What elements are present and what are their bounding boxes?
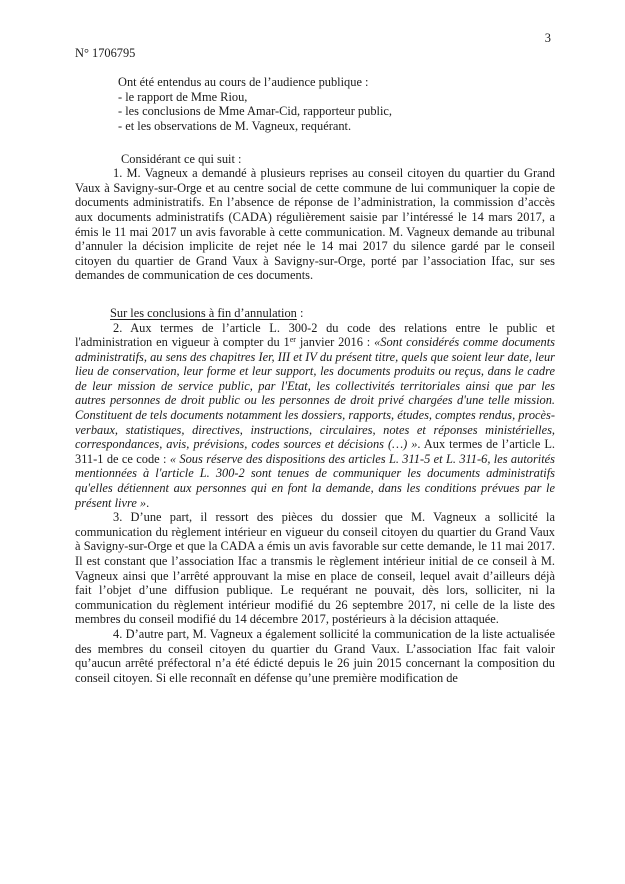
paragraph-2-lead: 2. Aux termes de l’article L. 300-2 du code des relations entre le public et l'administration en vigueur à compter du 1 [75,320,555,350]
considering-line: Considérant ce qui suit : [121,151,242,166]
paragraph-2-end: . [146,495,150,510]
document-content [75,0,555,685]
section-heading [110,306,555,321]
paragraph-4: 4. D’autre part, M. Vagneux a également sollicité la communication de la liste actualisée des membres du conseil citoyen du quartier du Grand Vaux. L’association Ifac fait valoir qu’aucun arrêté préfectoral n’a été édicté depuis le 26 juin 2015 concernant la composition du conseil citoyen. Si elle reconnaît en défense qu’une première modification de [75,626,555,685]
page-number: 3 [544,31,551,45]
paragraph-2-quote-l311-1: « Sous réserve des dispositions des articles L. 311-5 et L. 311-6, les autorités mentionnées à l'article L. 300-2 sont tenues de communiquer les documents administratifs qu'elles détiennent aux personnes qui en font la demande, dans les conditions prévues par le présent livre » [75,451,555,510]
paragraph-2-lead-after: janvier 2016 : [295,335,375,350]
paragraph-2-mid: . Aux termes de l’article L. 311-1 de ce code : [75,437,555,466]
hearing-intro: Ont été entendus au cours de l’audience publique : [118,75,369,90]
hearing-item-conclusions: - les conclusions de Mme Amar-Cid, rapporteur public, [118,104,393,119]
hearing-block [118,75,555,133]
paragraph-2 [75,321,555,511]
paragraph-2-ordinal-superscript: er [289,335,296,345]
section-heading-colon: : [296,305,304,320]
section-heading-text: Sur les conclusions à fin d’annulation [110,305,297,320]
case-number: N° 1706795 [75,45,136,60]
hearing-item-rapport: - le rapport de Mme Riou, [118,89,248,104]
paragraph-2-quote-l300-2: «Sont considérés comme documents administratifs, au sens des chapitres Ier, III et IV du présent titre, quels que soient leur date, leur lieu de conservation, leur forme et leur support, les documents produits ou reçus, dans le cadre de leur mission de service public, par l'Etat, les collectivités territoriales ainsi que par les autres personnes de droit public ou les personnes de droit privé chargées d'une telle mission. Constituent de tels documents notamment les dossiers, rapports, études, comptes rendus, procès-verbaux, statistiques, directives, instructions, circulaires, notes et réponses ministérielles, correspondances, avis, prévisions, codes sources et décisions (…) » [75,335,556,452]
paragraph-3: 3. D’une part, il ressort des pièces du dossier que M. Vagneux a sollicité la communication du règlement intérieur en vigueur du conseil citoyen du quartier du Grand Vaux à Savigny-sur-Orge et que la CADA a émis un avis favorable sur cette demande, le 11 mai 2017. Il est constant que l’association Ifac a transmis le règlement intérieur initial de ce conseil à M. Vagneux ainsi que l’arrêté approuvant la mise en place de conseil, lequel avait d’ailleurs déjà fait l’objet d’une diffusion publique. Le requérant ne pouvait, dès lors, solliciter, ni la communication du règlement intérieur modifié du 26 septembre 2017, ni celle de la liste des membres du conseil modifié du 14 décembre 2017, postérieurs à la décision attaquée. [75,510,555,627]
paragraph-1: 1. M. Vagneux a demandé à plusieurs reprises au conseil citoyen du quartier du Grand Vaux à Savigny-sur-Orge et au centre social de cette commune de lui communiquer la copie de documents administratifs. En l’absence de réponse de l’administration, la commission d’accès aux documents administratifs (CADA) régulièrement saisie par l’intéressé le 14 mars 2017, a émis le 11 mai 2017 un avis favorable à cette communication. M. Vagneux demande au tribunal d’annuler la décision implicite de rejet née le 14 mai 2017 du silence gardé par le conseil citoyen du quartier de Grand Vaux à Savigny-sur-Orge, porté par l’association Ifac, sur ses demandes de communication de ces documents. [75,166,555,283]
hearing-item-observations: - et les observations de M. Vagneux, requérant. [118,118,352,133]
